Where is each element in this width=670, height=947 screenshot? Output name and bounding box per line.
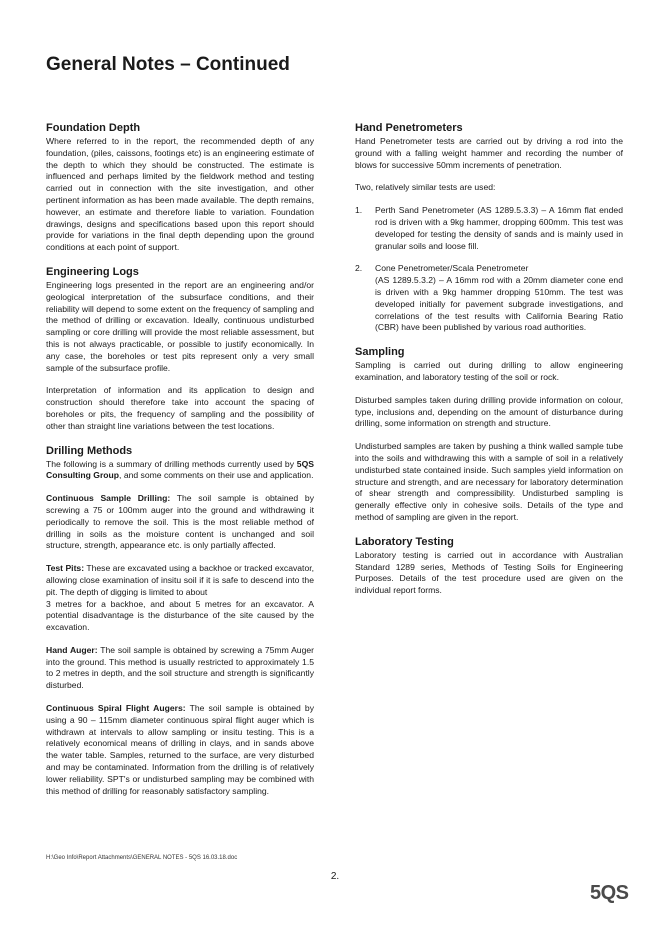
laboratory-testing-heading: Laboratory Testing (355, 535, 454, 548)
list-item (355, 263, 623, 334)
list-number: 2. (355, 263, 363, 274)
intro-text-b: , and some comments on their use and application. (119, 470, 314, 481)
test-pits-text-b: 3 metres for a backhoe, and about 5 metres for an excavator. A potential disadvantage is the disturbance of the site caused by the excavation. (46, 598, 314, 633)
spiral-label: Continuous Spiral Flight Augers: (46, 703, 186, 714)
penetrometer-list (355, 205, 623, 334)
page-number: 2. (330, 871, 340, 882)
sampling-heading: Sampling (355, 346, 405, 359)
right-column (355, 121, 623, 608)
cone-penetrometer-text: (AS 1289.5.3.2) – A 16mm rod with a 20mm diameter cone end is driven with a 9kg hammer dropping 510mm. The test was developed initially for pavement subgrade investigations, and correlations of the test results with California Bearing Ratio (CBR) have been published by various road authorities. (375, 275, 623, 333)
company-logo: 5QS (590, 882, 629, 904)
left-column (46, 121, 314, 808)
sampling-text-3: Undisturbed samples are taken by pushing a think walled sample tube into the soils and withdrawing this with a sample of soil in a relatively undisturbed state contained inside. Such samples yield information on structure and strength, and are necessary for laboratory determination of shear strength and compressibility. Undisturbed sampling is generally effective only in cohesive soils. Details of the type and method of sampling are given in the report. (355, 441, 623, 522)
company-name: 5QS Consulting Group (46, 458, 314, 481)
page-title: General Notes – Continued (46, 54, 290, 75)
test-pits-text-a: These are excavated using a backhoe or tracked excavator, allowing close examination of insitu soil if it is safe to descend into the pit. The depth of digging is limited to about (46, 563, 314, 597)
test-pits-label: Test Pits: (46, 563, 85, 574)
continuous-sample-drilling (46, 493, 314, 552)
test-pits (46, 563, 314, 634)
section-foundation-depth (46, 121, 314, 254)
intro-text-a: The following is a summary of drilling methods currently used by (46, 458, 297, 469)
list-text (375, 263, 623, 334)
engineering-logs-heading: Engineering Logs (46, 265, 139, 278)
list-text: Perth Sand Penetrometer (AS 1289.5.3.3) – A 16mm flat ended rod is driven with a 9kg hammer, dropping 600mm. This test was developed for testing the density of sands and is mainly used in granular soils and loose fill. (375, 205, 623, 251)
hand-penetrometers-heading: Hand Penetrometers (355, 122, 463, 134)
laboratory-testing-text: Laboratory testing is carried out in accordance with Australian Standard 1289 series, Methods of Testing Soils for Engineering Purposes. Details of the test procedure used are given on the individual report forms. (355, 549, 623, 596)
list-number: 1. (355, 205, 363, 216)
section-laboratory-testing (355, 535, 623, 597)
sampling-text-2: Disturbed samples taken during drilling provide information on colour, type, inclusions and, depending on the amount of disturbance during drilling, some information on strength and structure. (355, 394, 623, 429)
section-drilling-methods (46, 444, 314, 798)
two-tests-text: Two, relatively similar tests are used: (355, 182, 496, 193)
cone-penetrometer-title: Cone Penetrometer/Scala Penetrometer (375, 263, 529, 274)
hand-auger-label: Hand Auger: (46, 644, 98, 655)
foundation-depth-text: Where referred to in the report, the recommended depth of any foundation, (piles, caissons, footings etc) is an engineering estimate of the depth to which they should be constructed. The estimate is influenced and perhaps limited by the fieldwork method and testing carried out in connection with the site investigation, and other pertinent information as has been made available. The depth remains, however, an estimate and therefore liable to variation. Foundation drawings, designs and specifications based upon this report should provide for variations in the final depth depending upon the ground conditions at each point of support. (46, 136, 314, 253)
continuous-label: Continuous Sample Drilling: (46, 493, 171, 504)
drilling-methods-intro (46, 459, 314, 483)
footer-file-path: H:\Geo Info\Report Attachments\GENERAL NOTES - 5QS 16.03.18.doc (46, 855, 238, 861)
section-engineering-logs (46, 265, 314, 433)
section-sampling (355, 345, 623, 524)
list-item (355, 205, 623, 252)
engineering-logs-text-2: Interpretation of information and its application to design and construction should therefore take into account the spacing of boreholes or pits, the frequency of sampling and the possibility of other than straight line variations between the test locations. (46, 385, 314, 431)
drilling-methods-heading: Drilling Methods (46, 444, 133, 457)
section-hand-penetrometers (355, 121, 623, 334)
foundation-depth-heading: Foundation Depth (46, 122, 141, 134)
spiral-text: The soil sample is obtained by using a 90 – 115mm diameter continuous spiral flight auger which is withdrawn at intervals to allow sampling or insitu testing. This is a relatively economical means of drilling in clays, and in sands above the water table. Samples, returned to the surface, are very disturbed and may be contaminated. Information from the drilling is of relatively lower reliability. SPT's or undisturbed sampling may be combined with this method of drilling for reasonably satisfactory sampling. (46, 703, 314, 796)
hand-auger (46, 645, 314, 692)
sampling-text-1: Sampling is carried out during drilling to allow engineering examination, and laboratory testing of the soil or rock. (355, 360, 623, 382)
continuous-text: The soil sample is obtained by screwing a 75 or 100mm auger into the ground and withdrawing it periodically to remove the soil. This is the most reliable method of drilling in soils as the moisture content is unchanged and soil structure, strength, appearance etc. is only partially affected. (46, 493, 314, 551)
continuous-spiral-flight-augers (46, 703, 314, 797)
engineering-logs-text-1: Engineering logs presented in the report are an engineering and/or geological interpretation of the subsurface conditions, and their reliability will depend to some extent on the frequency of sampling and the method of drilling or excavation. Ideally, continuous undisturbed sampling or core drilling will provide the most reliable assessment, but this is not always practicable, or possible to justify economically. In any case, the boreholes or test pits represent only a very small sample of the subsurface profile. (46, 279, 314, 373)
hand-auger-text: The soil sample is obtained by screwing a 75mm Auger into the ground. This method is usually restricted to approximately 1.5 to 2 metres in depth, and the soil structure and strength is significantly disturbed. (46, 644, 314, 691)
hand-penetrometers-intro: Hand Penetrometer tests are carried out by driving a rod into the ground with a falling weight hammer and recording the number of blows for successive 50mm increments of penetration. (355, 136, 623, 170)
